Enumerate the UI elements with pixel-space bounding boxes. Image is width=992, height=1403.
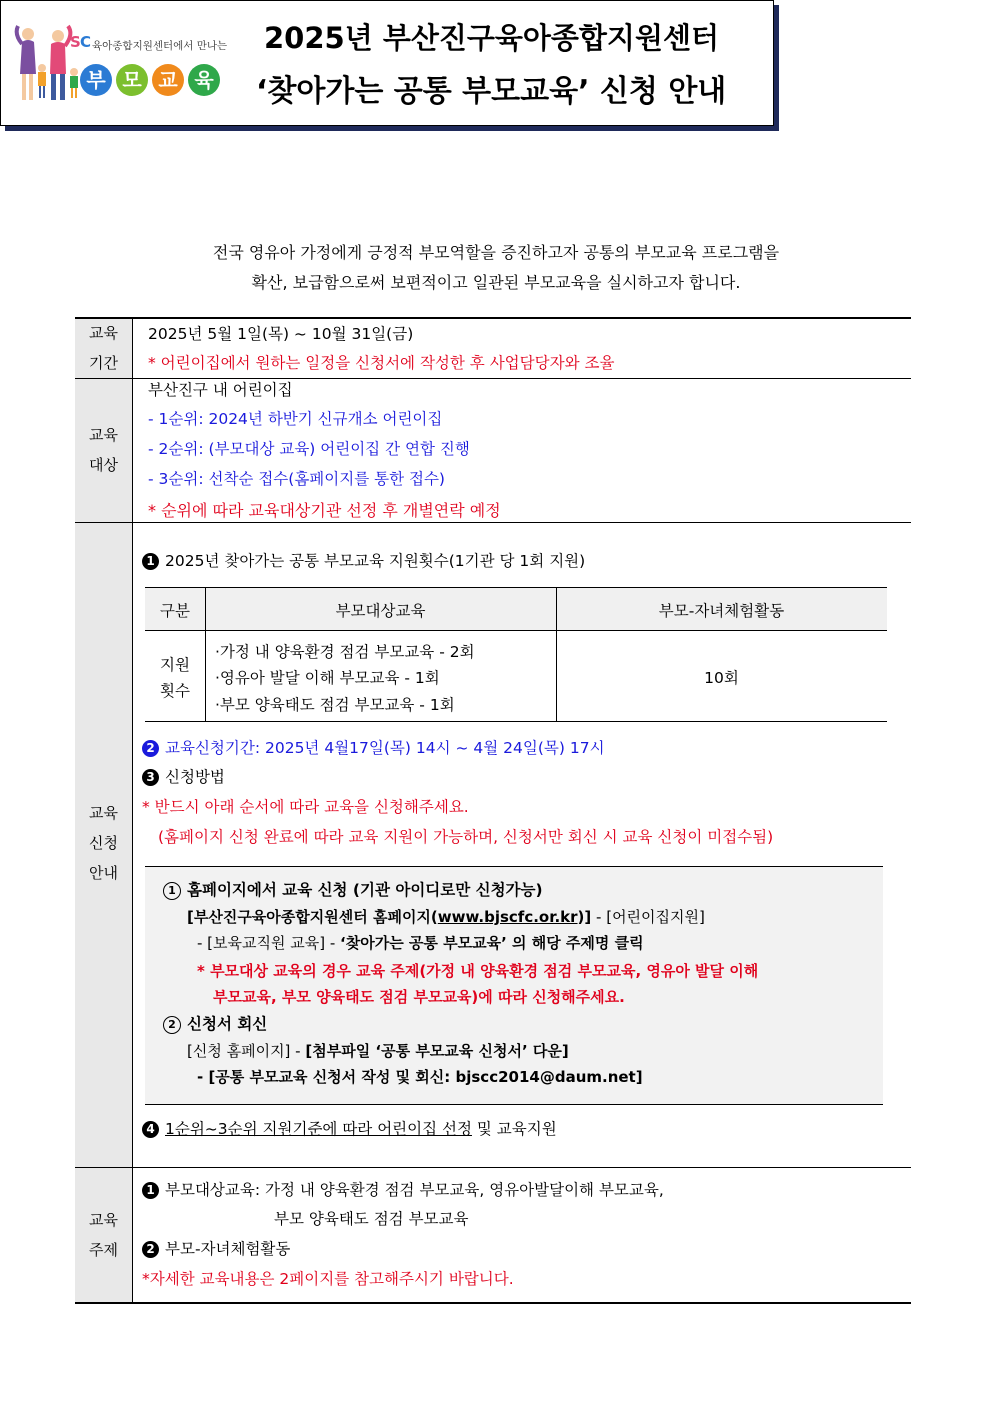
step1-title-text: 홈페이지에서 교육 신청 (기관 아이디로만 신청가능) xyxy=(187,881,543,899)
table-header-col3: 부모-자녀체험활동 xyxy=(658,602,785,620)
logo-syllable-2: 모 xyxy=(116,64,148,96)
target-label-2: 대상 xyxy=(89,456,118,474)
apply-item4-underlined: 1순위~3순위 지원기준에 따라 어린이집 선정 xyxy=(165,1120,472,1138)
apply-must-note2: (홈페이지 신청 완료에 따라 교육 지원이 가능하며, 신청서만 회신 시 교육 신청이 미접수됨) xyxy=(158,828,774,846)
logo-syllable-3: 교 xyxy=(152,64,184,96)
table-line xyxy=(145,587,887,588)
table-header-col2: 부모대상교육 xyxy=(335,602,426,620)
svg-text:C: C xyxy=(80,33,92,50)
logo-syllable-1: 부 xyxy=(80,64,112,96)
step1-note1: * 부모대상 교육의 경우 교육 주제(가정 내 양육환경 점검 부모교육, 영유아 발달 이해 xyxy=(197,962,759,980)
target-rank2: - 2순위: (부모대상 교육) 어린이집 간 연합 진행 xyxy=(148,440,470,458)
apply-item4-rest: 및 교육지원 xyxy=(471,1120,557,1138)
step1-sub xyxy=(197,934,644,952)
sc-mark-icon xyxy=(70,32,92,50)
step2-path xyxy=(187,1042,569,1060)
apply-item1-text: 2025년 찾아가는 공통 부모교육 지원횟수(1기관 당 1회 지원) xyxy=(165,552,586,570)
number-2-icon: 2 xyxy=(142,1241,159,1258)
table-item-2: ·영유아 발달 이해 부모교육 - 1회 xyxy=(215,669,440,687)
column-divider xyxy=(132,318,133,1303)
table-line xyxy=(145,721,887,722)
row-divider xyxy=(75,378,911,379)
circled-1-icon: 1 xyxy=(163,882,181,900)
apply-item3 xyxy=(142,768,225,787)
apply-item2 xyxy=(142,739,605,758)
step1-path-a: [부산진구육아종합지원센터 홈페이지( xyxy=(187,908,438,926)
period-label-1: 교육 xyxy=(89,324,118,342)
apply-must-note: * 반드시 아래 순서에 따라 교육을 신청해주세요. xyxy=(142,798,469,816)
table-row-label-2: 횟수 xyxy=(160,682,190,700)
target-label-1: 교육 xyxy=(89,426,118,444)
apply-item4 xyxy=(142,1120,557,1139)
page-title-line2: ‘찾아가는 공통 부모교육’ 신청 안내 xyxy=(256,74,727,109)
table-bottom-border xyxy=(75,1302,911,1304)
target-line0: 부산진구 내 어린이집 xyxy=(148,381,293,399)
step1-title xyxy=(163,881,543,900)
intro-line1: 전국 영유아 가정에게 긍정적 부모역할을 증진하고자 공통의 부모교육 프로그램을 xyxy=(212,243,780,262)
topic-item2-text: 부모-자녀체험활동 xyxy=(165,1240,291,1258)
apply-label-1: 교육 xyxy=(89,804,118,822)
step1-path xyxy=(187,908,705,926)
step1-sub-b: ‘찾아가는 공통 부모교육’ 의 해당 주제명 클릭 xyxy=(340,934,644,952)
number-1-icon: 1 xyxy=(142,1182,159,1199)
step1-note2: 부모교육, 부모 양육태도 점검 부모교육)에 따라 신청해주세요. xyxy=(213,988,625,1006)
apply-item2-text: 교육신청기간: 2025년 4월17일(목) 14시 ~ 4월 24일(목) 17시 xyxy=(165,739,605,757)
logo-syllable-4: 육 xyxy=(188,64,220,96)
target-rank1: - 1순위: 2024년 하반기 신규개소 어린이집 xyxy=(148,410,443,428)
table-item-1: ·가정 내 양육환경 점검 부모교육 - 2회 xyxy=(215,643,475,661)
circled-2-icon: 2 xyxy=(163,1016,181,1034)
homepage-link[interactable]: www.bjscfc.or.kr xyxy=(437,908,578,926)
topic-label-1: 교육 xyxy=(89,1211,118,1229)
row-divider xyxy=(75,1167,911,1168)
step2-path-b: [첨부파일 ‘공통 부모교육 신청서’ 다운] xyxy=(305,1042,569,1060)
row-divider xyxy=(75,522,911,523)
number-2-icon: 2 xyxy=(142,740,159,757)
topic-note: *자세한 교육내용은 2페이지를 참고해주시기 바랍니다. xyxy=(142,1270,514,1288)
target-note: * 순위에 따라 교육대상기관 선정 후 개별연락 예정 xyxy=(148,501,501,520)
table-line xyxy=(145,630,887,631)
step2-sub: - [공통 부모교육 신청서 작성 및 회신: bjscc2014@daum.net] xyxy=(197,1068,643,1086)
topic-label-2: 주제 xyxy=(89,1241,118,1259)
number-3-icon: 3 xyxy=(142,769,159,786)
intro-line2: 확산, 보급함으로써 보편적이고 일관된 부모교육을 실시하고자 합니다. xyxy=(251,273,741,292)
topic-item1-text: 부모대상교육: 가정 내 양육환경 점검 부모교육, 영유아발달이해 부모교육, xyxy=(165,1181,664,1199)
table-top-border xyxy=(75,317,911,319)
topic-item1 xyxy=(142,1181,664,1200)
table-row-label-1: 지원 xyxy=(160,656,190,674)
step2-title xyxy=(163,1015,267,1034)
apply-item1 xyxy=(142,552,585,571)
support-count-table xyxy=(145,587,887,722)
application-steps-box xyxy=(145,866,883,1105)
apply-label-2: 신청 xyxy=(89,834,118,852)
page-title-line1: 2025년 부산진구육아종합지원센터 xyxy=(264,21,719,55)
number-4-icon: 4 xyxy=(142,1121,159,1138)
period-note: * 어린이집에서 원하는 일정을 신청서에 작성한 후 사업담당자와 조율 xyxy=(148,354,615,372)
step1-path-b: )] xyxy=(577,908,592,926)
step2-path-a: [신청 홈페이지] - xyxy=(187,1042,306,1060)
topic-item2 xyxy=(142,1240,290,1259)
step1-path-c: - [어린이집지원] xyxy=(591,908,705,926)
number-1-icon: 1 xyxy=(142,553,159,570)
svg-text:S: S xyxy=(70,33,81,50)
table-header-col1: 구분 xyxy=(160,602,190,620)
apply-label-3: 안내 xyxy=(89,864,118,882)
period-dates: 2025년 5월 1일(목) ~ 10월 31일(금) xyxy=(148,325,414,343)
apply-item3-text: 신청방법 xyxy=(165,768,225,786)
table-item-3: ·부모 양육태도 점검 부모교육 - 1회 xyxy=(215,696,455,714)
experience-count: 10회 xyxy=(704,669,739,687)
topic-item1-cont: 부모 양육태도 점검 부모교육 xyxy=(274,1210,469,1228)
logo-tagline: 육아종합지원센터에서 만나는 xyxy=(92,40,228,52)
target-rank3: - 3순위: 선착순 접수(홈페이지를 통한 접수) xyxy=(148,470,445,488)
period-label-2: 기간 xyxy=(89,354,118,372)
title-box xyxy=(0,0,774,126)
logo xyxy=(14,24,228,104)
step1-sub-a: - [보육교직원 교육] - xyxy=(197,934,341,952)
step2-title-text: 신청서 회신 xyxy=(187,1015,268,1033)
